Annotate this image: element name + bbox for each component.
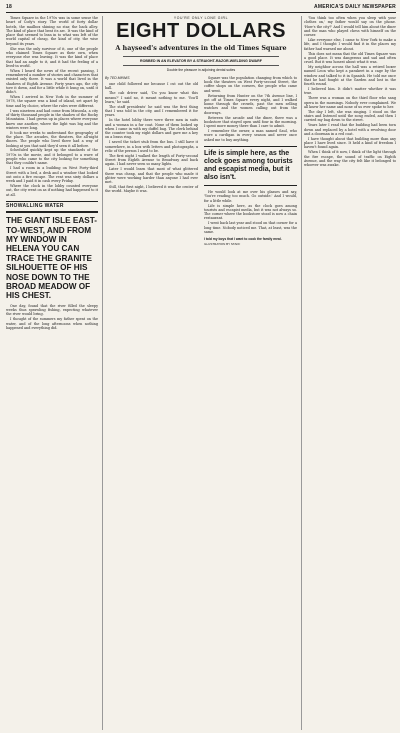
photo-credit: ILLUSTRATION BY STAFF <box>204 242 241 247</box>
left-column <box>6 16 98 331</box>
subheadline: ROBBED IN AN ELEVATOR BY A STRAIGHT-RAZOR-WIELDING DWARF <box>123 56 279 67</box>
page-header <box>6 4 396 13</box>
paragraph: Later I would learn that most of what glittered there was cheap, and that the people who made it glitter were working harder than anyone I had ever met. <box>105 167 198 185</box>
paragraph: One day, found that the river filled the sleepy weeks thus sprawling fishing, expecting whatever the river would bring. <box>6 303 98 317</box>
paragraph: I went back last year and stood on that corner for a long time. Nobody noticed me. That, at least, was the same. <box>204 221 297 234</box>
paragraph: I was nineteen and had come from Missoula, a city of thirty thousand people in the shadow of the Rocky Mountains. I had grown up in places where everyone knew one another, where the light was big and the winters were long. <box>6 108 98 130</box>
byline: Double the pleasure in adjoining dental suites <box>166 68 236 73</box>
article-subcolumn <box>204 76 297 247</box>
paragraph: There was a woman on the third floor who sang opera in the mornings. Nobody ever complained. We all knew her name and none of us ever spoke to her. <box>304 96 396 109</box>
headline-kicker: YOU'RE ONLY LONE GIRL <box>173 16 229 20</box>
paragraph: The staff presidents' he said was the first thing that I was told in the city, and I remembered it for years. <box>105 104 198 118</box>
paragraph: one child followed me because I cut out the old hall. <box>105 82 198 91</box>
right-column <box>304 16 396 168</box>
paragraph: When I heard the news of the recent passing, I remembered a number of stories and characters that existed only there. It was a world that lived in the shadows of Eighth Avenue. Forty years ago, the city tore it down, and for a little while it hung on, until it didn't. <box>6 68 98 95</box>
page-number: 18 <box>6 4 12 10</box>
paragraph: 'You think too often when you sleep with your clothes on,' my father would say on the phone. 'How's the city?' And I would tell him about the diner and the man who played chess with himself on the corner. <box>304 16 396 38</box>
paragraph: Where the clock in the lobby counted everyone out, the city went on as if nothing had happened to it at all. <box>6 184 98 197</box>
paragraph: Scheduled quickly kept up the standards of the 1970s in the movie, and it belonged to a wave of people who came to the city looking for something that they couldn't name. <box>6 148 98 166</box>
author: By TED MINNIS <box>105 75 130 80</box>
publication-name: AMERICA'S DAILY NEWSPAPER <box>314 4 396 10</box>
article-body <box>105 76 297 247</box>
paragraph: I had a room in a building on West Forty-third Street with a bed, a desk and a window that looked out onto a fire escape. The rent was sixty dollars a week and I paid it in cash every Friday. <box>6 166 98 184</box>
paragraph: I believed him. It didn't matter whether it was true. <box>304 87 396 96</box>
paragraph: She was the only survivor of it, one of the people who claimed Times Square as their own, when everyone else was leaving. It was the kind of place that had an angle to it, and it had the feeling of a lived-in world. <box>6 46 98 68</box>
photo-caption: I told my boys that I want to cook the family meal. <box>204 237 282 242</box>
pull-quote: THE GIANT ISLE EAST-TO-WEST, AND FROM MY WINDOW IN HELENA YOU CAN TRACE THE GRANITE SILHOUETTE OF HIS NOSE DOWN TO THE BROAD MEADOW OF HIS CHEST. <box>6 211 98 301</box>
paragraph: The day I left, she was singing. I stood on the stairs and listened until the song ended, and then I carried my bag down to the street. <box>304 109 396 123</box>
paragraph: I have thought about that building more than any place I have lived since. It held a kind of freedom I haven't found again. <box>304 136 396 150</box>
paragraph: Times Square in the 1970s was in some sense the heart of Cody's story. The world of forty dollar hotels, the mailbox shining no star, the back alley. The kind of place that bent its arc. It was the kind of place that seemed to lean in to what was left of the world capital of cheap, the kind of city, the wise beyond its years. <box>6 16 98 46</box>
paragraph: Like everyone else, I came to New York to make a life, and I thought I would find it in the places my father had warned me about. <box>304 38 396 51</box>
paragraph: My neighbor across the hall was a retired boxer named Leon who kept a parakeet in a cage by the window and talked to it in Spanish. He told me once that he had fought at the Garden and lost in the fourth round. <box>304 65 396 87</box>
paragraph: This does not mean that the old Times Square was a good place. It was dangerous and sad and often cruel. But it was honest about what it was. <box>304 51 396 65</box>
paragraph: It took me weeks to understand the geography of the place. The arcades, the theaters, the all-night diners. The people who lived there had a way of looking at you that said they'd seen it all before. <box>6 130 98 148</box>
center-column <box>105 16 297 247</box>
paragraph: Still, that first night, I believed it was the center of the world. Maybe it was. <box>105 185 198 194</box>
paragraph: The first night I walked the length of Forty-second Street from Eighth Avenue to Broadway and back again. I had never seen so many lights. <box>105 153 198 167</box>
article-subcolumn <box>105 76 198 247</box>
paragraph: I thought of the summers my father spent on the water, and of the long afternoons when nothing happened and everything did. <box>6 317 98 330</box>
paragraph: The cab driver said, 'Do you know what this means?' I said no, it meant nothing to me. 'You'll learn,' he said. <box>105 91 198 104</box>
paragraph: Life is simple here, as the clock goes among tourists and escapist media, but it was not always so. The corner where the bookstore stood is now a chain restaurant. <box>204 203 297 221</box>
paragraph: I remember the owner, a man named Saul, who wore a cardigan in every season and never once asked me to buy anything. <box>204 129 297 142</box>
paragraph: When I arrived in New York in the summer of 1978, the square was a kind of island, set apart by time and by choice, where the rules were different. <box>6 95 98 108</box>
headline: EIGHT DOLLARS <box>116 20 286 43</box>
paragraph: In the hotel lobby there were three men in suits and a woman in a fur coat. None of them looked up when I came in with my duffel bag. The clerk behind the counter took my eight dollars and gave me a key on a brass ring. <box>105 118 198 140</box>
inline-pull-quote: Life is simple here, as the clock goes among tourists and escapist media, but it also isn't. <box>204 146 297 186</box>
headline-deck: A hayseed's adventures in the old Times Square <box>115 44 287 53</box>
paragraph: When I think of it now, I think of the light through the fire escape, the sound of traffic on Eighth Avenue, and the way the city felt like it belonged to whoever was awake. <box>304 150 396 168</box>
newspaper-page <box>6 4 396 730</box>
paragraph: He would look at me over his glasses and say, 'You're reading too much. Go outside.' And I would, for a little while. <box>204 190 297 203</box>
paragraph: Years later I read that the building had been torn down and replaced by a hotel with a revolving door and a doorman in a red coat. <box>304 123 396 136</box>
paragraph: I saved the ticket stub from the bus. I still have it somewhere, in a box with letters and photographs, a relic of the person I used to be. <box>105 140 198 153</box>
paragraph: Between the arcade and the diner, there was a bookstore that stayed open until four in the morning. I spent more money there than I care to admit. <box>204 115 297 129</box>
paragraph: Square was the population changing from which to hook the theaters on West Forty-second Street, the coffee shops on the corners, the people who came and went. <box>204 75 297 93</box>
section-title: SHOWALLING WATER <box>6 201 98 208</box>
paragraph: Returning from Hunter on the 7th Avenue line, I got off at Times Square every night, and I walked home through the crowds, past the men selling watches and the women calling out from the doorways. <box>204 93 297 115</box>
